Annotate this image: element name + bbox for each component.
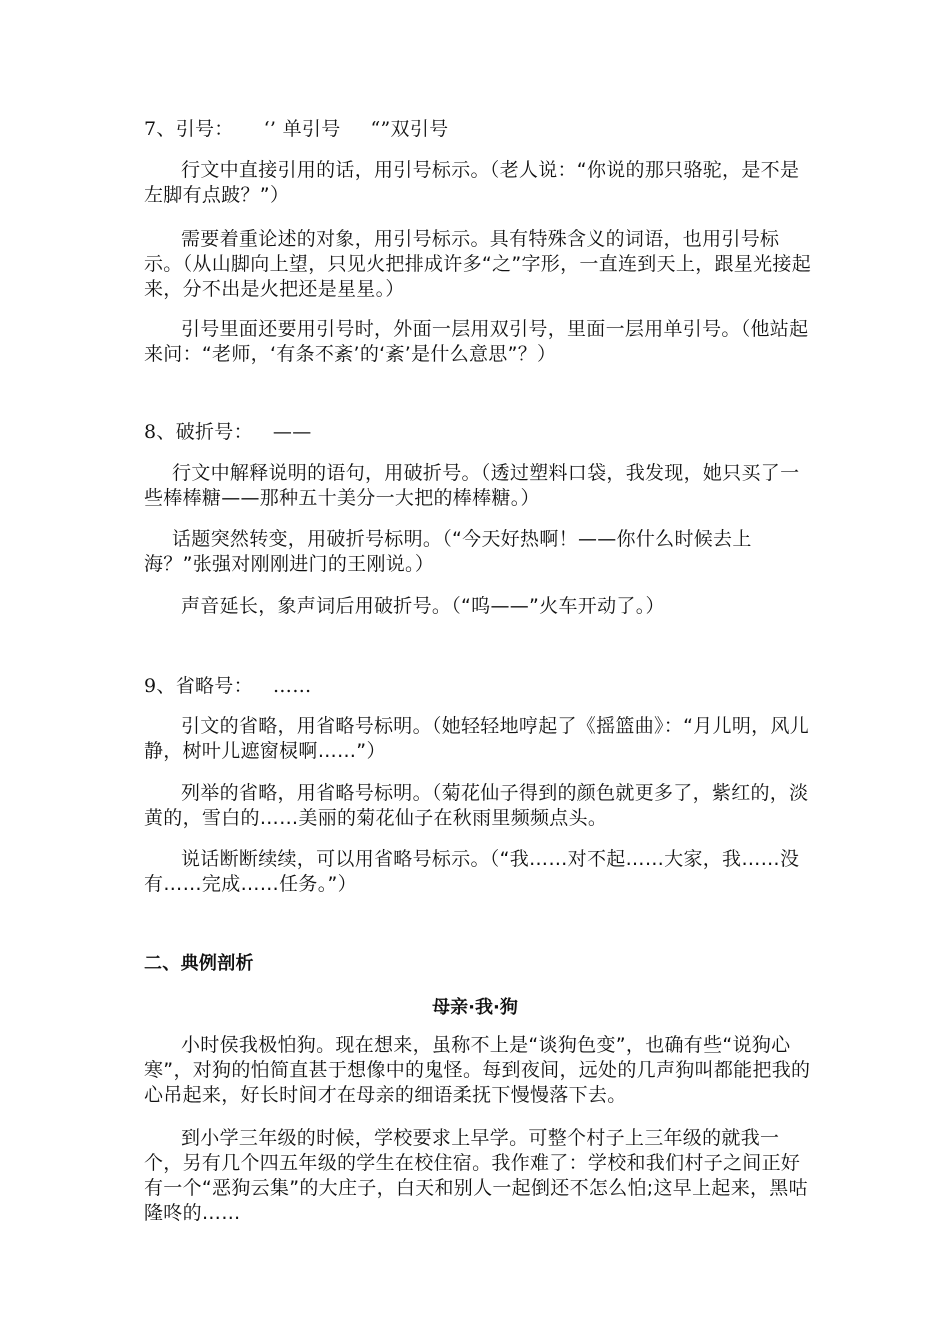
section-8-paragraph-2: 话题突然转变，用破折号标明。（“今天好热啊！——你什么时候去上海？”张强对刚刚进门的王刚说。） bbox=[144, 528, 752, 575]
section-9-heading-line bbox=[144, 674, 814, 699]
section-7-paragraph-3: 引号里面还要用引号时，外面一层用双引号，里面一层用单引号。（他站起来问：“老师，‘有条不紊’的‘紊’是什么意思”？） bbox=[144, 318, 809, 365]
section-9-paragraph-3: 说话断断续续，可以用省略号标示。（“我……对不起……大家，我……没有……完成……任务。”） bbox=[144, 848, 800, 895]
section-8-heading-line bbox=[144, 420, 814, 445]
article-title: 母亲·我·狗 bbox=[432, 997, 518, 1018]
ellipsis-mark: …… bbox=[272, 675, 312, 697]
article-paragraph-1: 小时侯我极怕狗。现在想来，虽称不上是“谈狗色变”，也确有些“说狗心寒”，对狗的怕简直甚于想像中的鬼怪。每到夜间，远处的几声狗叫都能把我的心吊起来，好长时间才在母亲的细语柔抚下慢慢落下去。 bbox=[144, 1034, 811, 1106]
section-8-heading: 8、破折号： bbox=[144, 421, 253, 443]
section-7-heading: 7、引号： bbox=[144, 118, 234, 140]
section-8-paragraph-3: 声音延长，象声词后用破折号。（“呜——”火车开动了。） bbox=[181, 595, 665, 617]
part-2-heading: 二、典例剖析 bbox=[144, 953, 254, 974]
section-7-heading-line bbox=[144, 117, 814, 142]
single-quote-mark: ‘’ 单引号 bbox=[263, 118, 341, 140]
section-9-paragraph-1: 引文的省略，用省略号标明。（她轻轻地哼起了《摇篮曲》：“月儿明，风儿静，树叶儿遮窗棂啊……”） bbox=[144, 715, 810, 762]
dash-mark: —— bbox=[272, 421, 312, 443]
section-7-paragraph-1: 行文中直接引用的话，用引号标示。（老人说：“你说的那只骆驼，是不是左脚有点跛？”） bbox=[144, 159, 800, 206]
article-paragraph-2: 到小学三年级的时候，学校要求上早学。可整个村子上三年级的就我一个，另有几个四五年级的学生在校住宿。我作难了：学校和我们村子之间正好有一个“恶狗云集”的大庄子，白天和别人一起倒还不怎么怕;这早上起来，黑咕隆咚的…… bbox=[144, 1127, 808, 1224]
section-9-paragraph-2: 列举的省略，用省略号标明。（菊花仙子得到的颜色就更多了，紫红的，淡黄的，雪白的……美丽的菊花仙子在秋雨里频频点头。 bbox=[144, 782, 809, 829]
section-8-paragraph-1: 行文中解释说明的语句，用破折号。（透过塑料口袋，我发现，她只买了一些棒棒糖——那种五十美分一大把的棒棒糖。） bbox=[144, 462, 800, 509]
section-7-paragraph-2: 需要着重论述的对象，用引号标示。具有特殊含义的词语，也用引号标示。（从山脚向上望，只见火把排成许多“之”字形，一直连到天上，跟星光接起来，分不出是火把还是星星。） bbox=[144, 228, 811, 300]
section-9-heading: 9、省略号： bbox=[144, 675, 253, 697]
double-quote-mark: “”双引号 bbox=[370, 118, 449, 140]
